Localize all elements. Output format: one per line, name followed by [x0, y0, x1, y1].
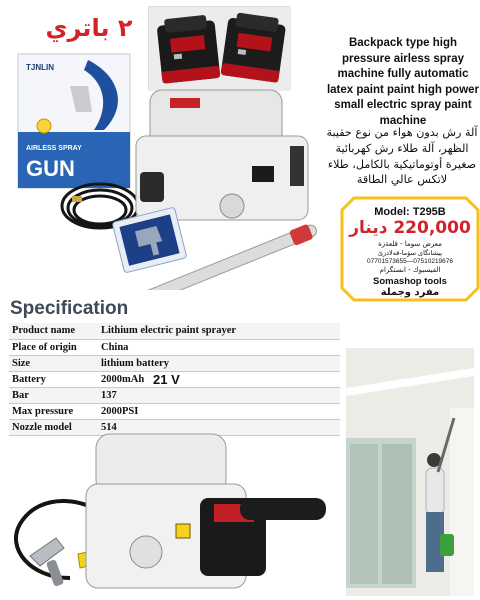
batteries-count-label: ٢ باتري	[45, 14, 133, 42]
price-tag-shop-line: معرض سوما - قلعةزة	[378, 240, 442, 248]
spec-key: Bar	[9, 387, 98, 403]
price-tag	[340, 196, 480, 302]
price-tag-sale-type: مفرد وجملة	[380, 287, 440, 298]
machine-photo	[0, 428, 332, 600]
product-description-arabic: آلة رش بدون هواء من نوع حقيبة الظهر، آلة طلاء رش كهربائية صغيرة أوتوماتيكية بالكامل، طلاء لاتكس عالي الطاقة	[326, 126, 478, 187]
kit-photo	[0, 46, 346, 290]
table-row	[9, 387, 340, 403]
price-tag-social-line: الفيسبوك - انستگرام	[379, 266, 441, 274]
price-tag-shop-name: Somashop tools	[373, 276, 447, 287]
box-subtitle: AIRLESS SPRAY	[26, 145, 82, 152]
spec-key: Product name	[9, 323, 98, 339]
price-tag-price: 220,000 دينار	[349, 218, 471, 238]
table-row	[9, 355, 340, 371]
spec-key: Max pressure	[9, 403, 98, 419]
spec-key: Nozzle model	[9, 419, 98, 435]
spec-key: Battery	[9, 371, 98, 387]
table-row	[9, 323, 340, 339]
battery-voltage-note: 21 V	[153, 372, 180, 387]
spec-value: 2000mAh	[98, 371, 340, 387]
specification-title: Specification	[10, 298, 129, 319]
spec-key: Size	[9, 355, 98, 371]
table-row	[9, 403, 340, 419]
price-tag-address-line: پیشانگای سۆما-قەلادزێ	[377, 249, 443, 257]
box-big-word: GUN	[26, 156, 75, 181]
spec-value: China	[98, 339, 340, 355]
spec-value: 137	[98, 387, 340, 403]
box-brand: TJNLIN	[26, 63, 54, 72]
price-tag-model: Model: T295B	[374, 206, 446, 218]
product-description-english: Backpack type high pressure airless spray machine fully automatic latex paint paint high power small electric spray paint machine	[326, 37, 480, 127]
spec-key: Place of origin	[9, 339, 98, 355]
spec-value: Lithium electric paint sprayer	[98, 323, 340, 339]
painting-wall-photo	[346, 348, 474, 596]
spec-value: 2000PSI	[98, 403, 340, 419]
price-tag-phones: 07701573655—07510219676	[366, 258, 454, 265]
sprayer-machine-large	[86, 434, 326, 588]
spec-value: lithium battery	[98, 355, 340, 371]
table-row	[9, 339, 340, 355]
spec-value: 514	[98, 419, 340, 435]
sprayer-machine	[136, 90, 308, 220]
